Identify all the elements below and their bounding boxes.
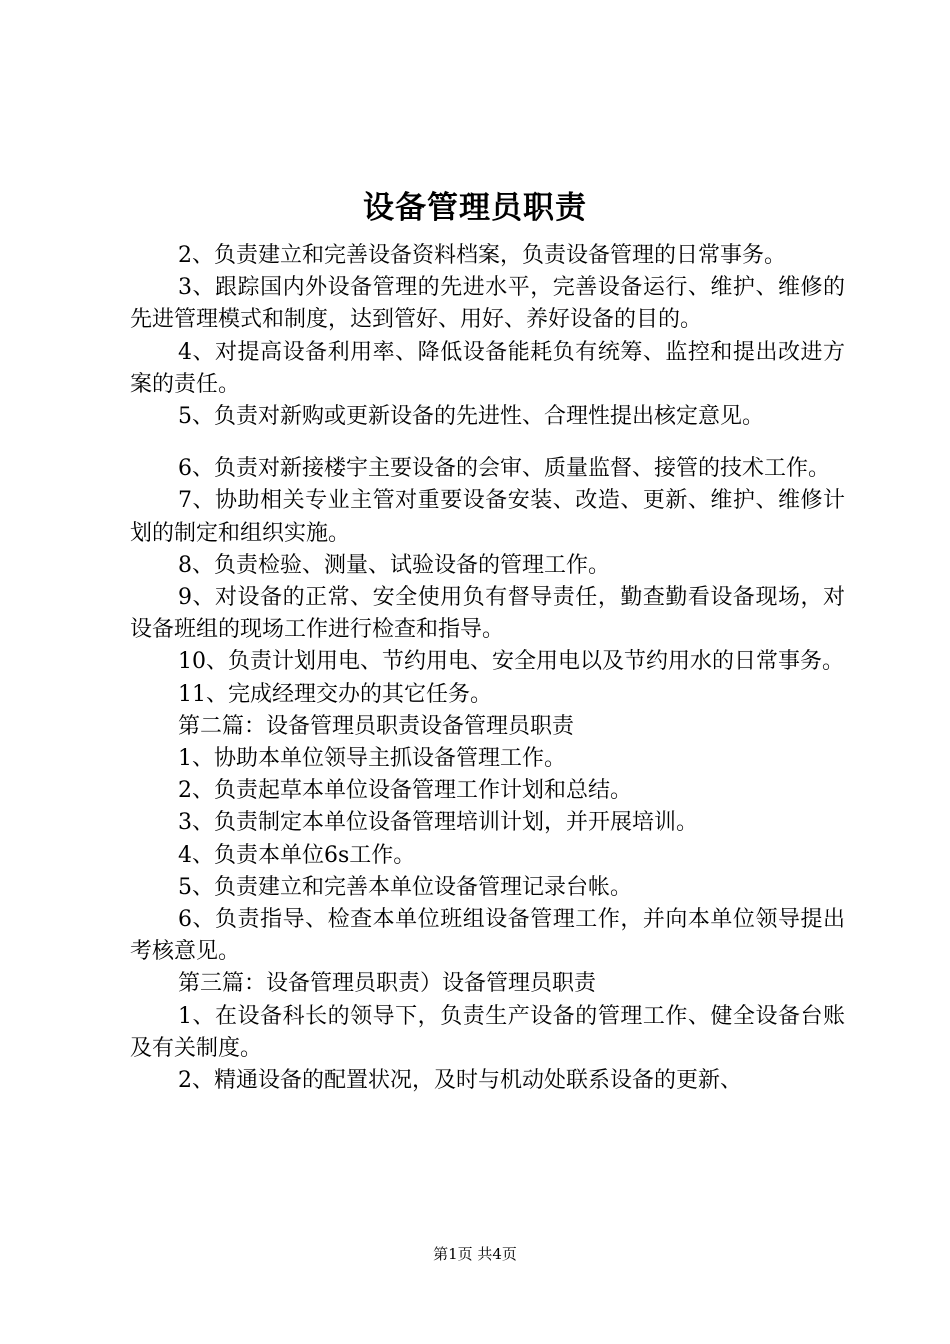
paragraph: 6、负责指导、检查本单位班组设备管理工作，并向本单位领导提出考核意见。	[130, 907, 845, 965]
paragraph: 2、负责建立和完善设备资料档案，负责设备管理的日常事务。	[178, 243, 786, 268]
paragraph: 9、对设备的正常、安全使用负有督导责任，勤查勤看设备现场，对设备班组的现场工作进行检查和指导。	[130, 585, 845, 643]
paragraph: 2、负责起草本单位设备管理工作计划和总结。	[178, 778, 632, 804]
page-number-footer: 第1页 共4页	[433, 1245, 517, 1263]
paragraph: 4、对提高设备利用率、降低设备能耗负有统筹、监控和提出改进方案的责任。	[130, 339, 845, 397]
paragraph: 1、协助本单位领导主抓设备管理工作。	[178, 746, 566, 772]
paragraph: 10、负责计划用电、节约用电、安全用电以及节约用水的日常事务。	[178, 649, 844, 675]
paragraph: 3、跟踪国内外设备管理的先进水平，完善设备运行、维护、维修的先进管理模式和制度，达到管好、用好、养好设备的目的。	[130, 275, 845, 333]
paragraph: 6、负责对新接楼宇主要设备的会审、质量监督、接管的技术工作。	[178, 456, 830, 482]
paragraph: 1、在设备科长的领导下，负责生产设备的管理工作、健全设备台账及有关制度。	[130, 1003, 845, 1061]
section-heading: 第三篇：设备管理员职责）设备管理员职责	[178, 971, 597, 997]
paragraph: 11、完成经理交办的其它任务。	[178, 681, 492, 707]
paragraph: 4、负责本单位6s工作。	[178, 842, 416, 868]
document-title: 设备管理员职责	[363, 190, 587, 226]
section-heading: 第二篇：设备管理员职责设备管理员职责	[178, 713, 575, 739]
paragraph: 5、负责建立和完善本单位设备管理记录台帐。	[178, 874, 632, 900]
paragraph: 7、协助相关专业主管对重要设备安装、改造、更新、维护、维修计划的制定和组织实施。	[130, 488, 845, 546]
paragraph: 2、精通设备的配置状况，及时与机动处联系设备的更新、	[178, 1068, 742, 1094]
paragraph: 3、负责制定本单位设备管理培训计划，并开展培训。	[178, 810, 698, 836]
document-body	[130, 240, 845, 1097]
paragraph: 5、负责对新购或更新设备的先进性、合理性提出核定意见。	[178, 404, 764, 430]
paragraph: 8、负责检验、测量、试验设备的管理工作。	[178, 552, 610, 578]
